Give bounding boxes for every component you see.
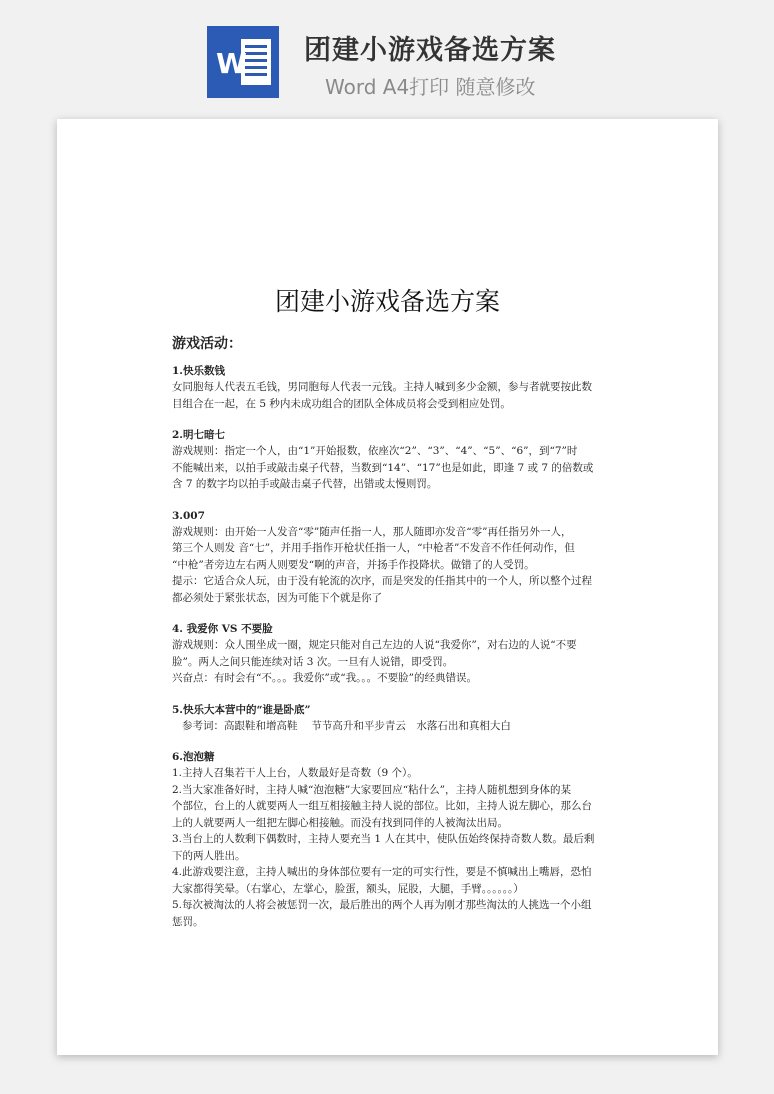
word-doc-icon bbox=[207, 26, 279, 98]
section-title: 2.明七暗七 bbox=[172, 429, 225, 441]
header-title: 团建小游戏备选方案 bbox=[304, 35, 556, 66]
body-line: 脸”。两人之间只能连续对话 3 次。一旦有人说错，即受罚。 bbox=[172, 655, 454, 668]
body-line: 惩罚。 bbox=[172, 915, 204, 928]
game-section bbox=[172, 702, 662, 735]
game-section bbox=[172, 749, 662, 930]
body-line: 下的两人胜出。 bbox=[172, 849, 246, 862]
body-line: 个部位，台上的人就要两人一组互相接触主持人说的部位。比如，主持人说左脚心，那么台 bbox=[172, 800, 592, 812]
body-line: 3.当台上的人数剩下偶数时，主持人要充当 1 人在其中，使队伍始终保持奇数人数。最后剩 bbox=[172, 833, 595, 845]
body-line: 不能喊出来，以拍手或敲击桌子代替，当数到“14”、“17”也是如此，即逢 7 或 7 的倍数或 bbox=[172, 461, 594, 474]
document-title: 团建小游戏备选方案 bbox=[274, 287, 500, 316]
game-section bbox=[172, 508, 662, 607]
body-line: 提示：它适合众人玩，由于没有轮流的次序，而是突发的任指其中的一个人，所以整个过程 bbox=[172, 575, 592, 587]
body-line: 目组合在一起，在 5 秒内未成功组合的团队全体成员将会受到相应处罚。 bbox=[172, 397, 511, 410]
game-section bbox=[172, 363, 662, 412]
body-line: “中枪”者旁边左右两人则要发“啊的声音，并扬手作投降状。做错了的人受罚。 bbox=[172, 558, 535, 571]
body-line: 5.每次被淘汰的人将会被惩罚一次，最后胜出的两个人再为刚才那些淘汰的人挑选一个小组 bbox=[172, 899, 592, 911]
body-line: 兴奋点：有时会有“不。。。我爱你”或“我。。。不要脸”的经典错误。 bbox=[172, 672, 477, 684]
document-page bbox=[57, 119, 718, 1055]
word-icon-letter: W bbox=[216, 47, 247, 80]
body-line: 游戏规则：由开始一人发音“零”随声任指一人，那人随即亦发音“零”再任指另外一人， bbox=[172, 525, 572, 538]
body-line: 上的人就要两人一组把左脚心相接触。而没有找到同伴的人被淘汰出局。 bbox=[172, 816, 508, 829]
section-title: 4. 我爱你 VS 不要脸 bbox=[172, 623, 273, 635]
body-line: 游戏规则：众人围坐成一圈，规定只能对自己左边的人说“我爱你”，对右边的人说“不要 bbox=[172, 639, 577, 651]
section-title: 3.007 bbox=[172, 509, 205, 522]
body-line: 2.当大家准备好时，主持人喊“泡泡糖”大家要回应“粘什么”，主持人随机想到身体的某 bbox=[172, 783, 571, 796]
section-title: 6.泡泡糖 bbox=[172, 751, 215, 763]
body-line: 都必须处于紧张状态，因为可能下个就是你了 bbox=[172, 591, 382, 604]
section-title: 5.快乐大本营中的“谁是卧底” bbox=[172, 703, 311, 716]
body-line: 第三个人则发 音“七”，并用手指作开枪状任指一人，“中枪者”不发音不作任何动作，但 bbox=[172, 542, 575, 554]
section-title: 1.快乐数钱 bbox=[172, 365, 225, 377]
game-section bbox=[172, 621, 662, 687]
game-section bbox=[172, 427, 662, 493]
body-line: 含 7 的数字均以拍手或敲击桌子代替，出错或太慢则罚。 bbox=[172, 478, 438, 490]
body-line: 参考词：高跟鞋和增高鞋 节节高升和平步青云 水落石出和真相大白 bbox=[182, 719, 511, 732]
body-line: 游戏规则：指定一个人，由“1”开始报数，依座次“2”、“3”、“4”、“5”、“6”，到“7”时 bbox=[172, 445, 578, 457]
intro-heading: 游戏活动： bbox=[172, 336, 242, 352]
header-subtitle: Word A4打印 随意修改 bbox=[325, 75, 536, 99]
body-line: 大家都得笑晕。（右掌心，左掌心，脸蛋，额头，屁股，大腿，手臂。。。。。。） bbox=[172, 882, 524, 895]
body-line: 女同胞每人代表五毛钱，男同胞每人代表一元钱。主持人喊到多少金额，参与者就要按此数 bbox=[172, 381, 592, 393]
preview-header bbox=[0, 0, 774, 110]
body-line: 1.主持人召集若干人上台，人数最好是奇数（9 个）。 bbox=[172, 767, 418, 779]
body-line: 4.此游戏要注意，主持人喊出的身体部位要有一定的可实行性，要是不慎喊出上嘴唇，恐怕 bbox=[172, 866, 592, 878]
document-body bbox=[172, 333, 662, 945]
